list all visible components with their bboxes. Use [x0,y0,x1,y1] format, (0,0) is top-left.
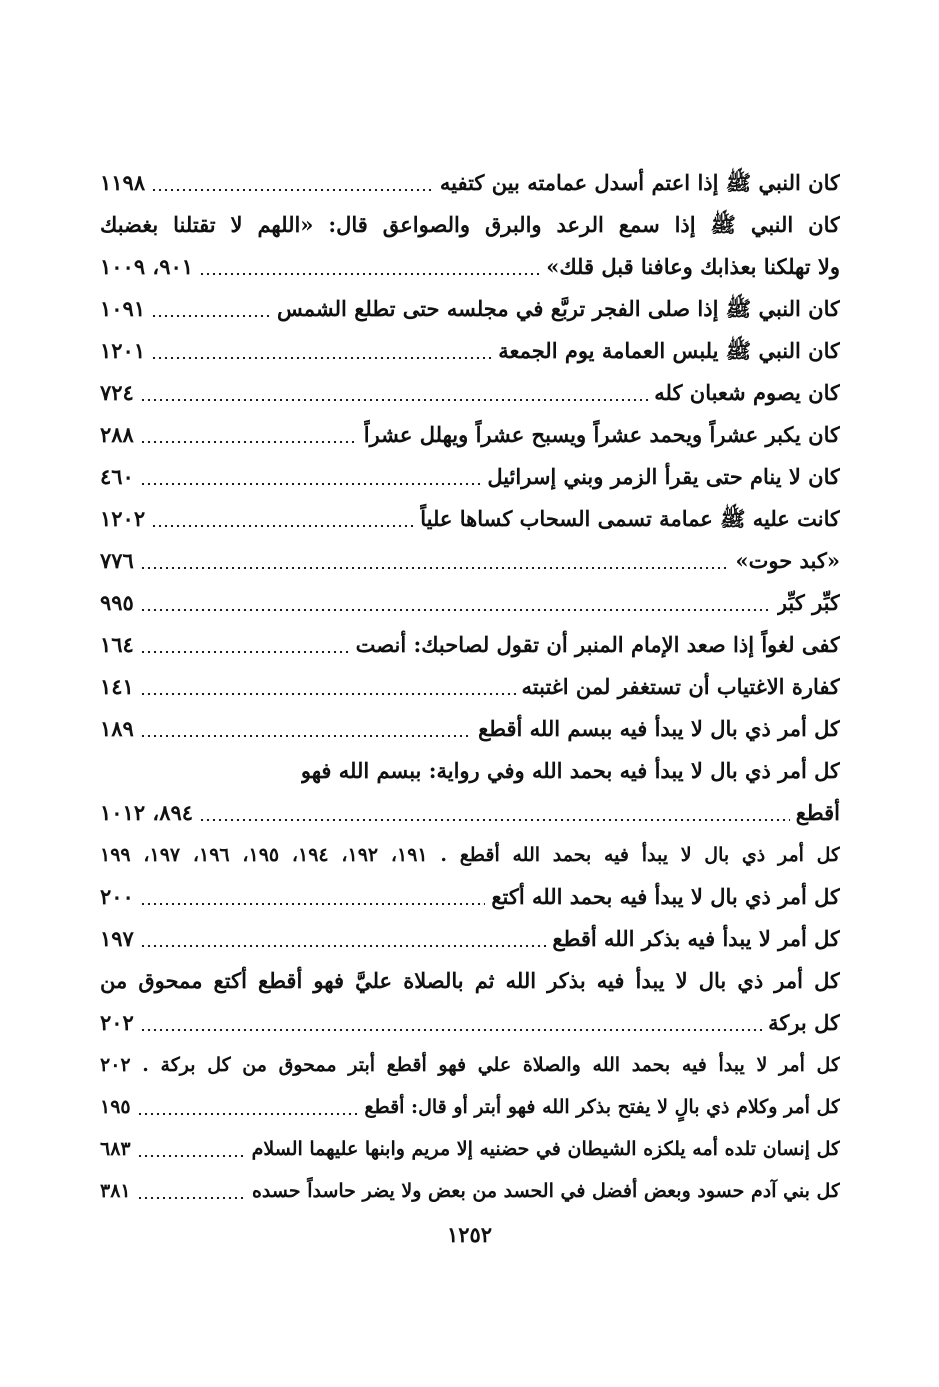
leader-dots [137,1155,246,1157]
index-entry [100,750,840,792]
index-entry [100,1086,840,1128]
index-entry [100,918,840,960]
entry-pages: ١٤١ [100,674,134,699]
entry-text: كان يكبر عشراً ويحمد عشراً ويسبح عشراً ويهلل عشراً [363,422,840,447]
page-number: ١٢٥٢ [446,1222,493,1247]
entry-pages: ١٨٩ [100,716,134,741]
entry-text: ولا تهلكنا بعذابك وعافنا قبل قلك» [546,254,840,279]
entry-pages: ١٠٩١ [100,296,146,321]
entry-text: كل أمر ذي بال لا يبدأ فيه بحمد الله أكتع [491,884,840,909]
entry-text: «كبد حوت» [735,548,840,573]
leader-dots [137,1197,246,1199]
entry-text: كان لا ينام حتى يقرأ الزمر وبني إسرائيل [487,464,840,489]
entry-pages: ٨٩٤، ١٠١٢ [100,800,194,825]
leader-dots [199,819,790,821]
entry-text: كان النبي ﷺ إذا سمع الرعد والبرق والصواعق قال: «اللهم لا تقتلنا بغضبك [100,212,840,237]
leader-dots [140,609,771,611]
index-entry [100,624,840,666]
leader-dots [151,525,414,527]
index-entry [100,330,840,372]
leader-dots [151,357,492,359]
entry-pages: ٦٨٣ [100,1138,131,1160]
entry-pages: ١٦٤ [100,632,134,657]
index-entry [100,708,840,750]
index-page [100,162,840,1212]
entry-pages: ٧٢٤ [100,380,134,405]
leader-dots [140,903,485,905]
entry-text: كل أمر ذي بال لا يبدأ فيه بحمد الله وفي رواية: ببسم الله فهو [300,758,840,783]
leader-dots [140,693,516,695]
index-entry [100,456,840,498]
leader-dots [151,315,271,317]
index-entry [100,582,840,624]
entry-text: كل أمر ذي بال لا يبدأ فيه بذكر الله ثم بالصلاة عليَّ فهو أقطع أكتع ممحوق من [100,968,840,993]
leader-dots [140,735,472,737]
entry-text: أقطع [795,800,840,825]
entry-text: كل أمر وكلام ذي بالٍ لا يفتح بذكر الله فهو أبتر أو قال: أقطع [364,1096,840,1118]
entry-pages: ٢٨٨ [100,422,134,447]
entry-pages: ٩٩٥ [100,590,134,615]
entry-text: كل إنسان تلده أمه يلكزه الشيطان في حضنيه إلا مريم وابنها عليهما السلام [251,1138,840,1160]
entry-text: كان يصوم شعبان كله [654,380,840,405]
entry-text: كل أمر لا يبدأ فيه بحمد الله والصلاة علي فهو أقطع أبتر ممحوق من كل بركة . ٢٠٢ [100,1054,840,1076]
entry-pages: ١١٩٨ [100,170,146,195]
leader-dots [199,273,540,275]
entry-text: كل بني آدم حسود وبعض أفضل في الحسد من بعض ولا يضر حاسداً حسده [251,1180,840,1202]
entry-pages: ٤٦٠ [100,464,134,489]
entry-text: كل أمر ذي بال لا يبدأ فيه ببسم الله أقطع [478,716,840,741]
leader-dots [140,945,547,947]
index-entry [100,498,840,540]
entry-pages: ١٩٥ [100,1096,131,1118]
entry-pages: ١٢٠٢ [100,506,146,531]
entry-text: كل أمر لا يبدأ فيه بذكر الله أقطع [552,926,840,951]
index-entry [100,876,840,918]
index-entry [100,1170,840,1212]
entry-pages: ٣٨١ [100,1180,131,1202]
index-entry [100,204,840,246]
entry-pages: ٧٧٦ [100,548,134,573]
leader-dots [140,567,730,569]
index-entry [100,834,840,876]
leader-dots [151,189,434,191]
leader-dots [140,651,350,653]
index-entry [100,372,840,414]
index-entry [100,288,840,330]
index-entry [100,666,840,708]
leader-dots [137,1113,359,1115]
entry-text: كان النبي ﷺ يلبس العمامة يوم الجمعة [498,338,840,363]
entry-pages: ٩٠١، ١٠٠٩ [100,254,194,279]
entry-text: كان النبي ﷺ إذا صلى الفجر تربَّع في مجلسه حتى تطلع الشمس [277,296,840,321]
index-entry [100,1044,840,1086]
leader-dots [140,1029,762,1031]
index-entry [100,414,840,456]
index-entry [100,540,840,582]
entry-text: كفى لغواً إذا صعد الإمام المنبر أن تقول لصاحبك: أنصت [355,632,840,657]
index-entry [100,792,840,834]
leader-dots [140,399,648,401]
index-entry [100,162,840,204]
entry-text: كل أمر ذي بال لا يبدأ فيه بحمد الله أقطع . ١٩١، ١٩٢، ١٩٤، ١٩٥، ١٩٦، ١٩٧، ١٩٩ [100,844,840,866]
leader-dots [140,441,358,443]
index-entry [100,1128,840,1170]
entry-text: كبِّر كبِّر [776,590,840,615]
entry-pages: ٢٠٠ [100,884,134,909]
entry-text: كل بركة [768,1010,840,1035]
entry-text: كان النبي ﷺ إذا اعتم أسدل عمامته بين كتفيه [439,170,840,195]
entry-text: كفارة الاغتياب أن تستغفر لمن اغتبته [521,674,840,699]
leader-dots [140,483,481,485]
index-entry [100,960,840,1002]
entry-text: كانت عليه ﷺ عمامة تسمى السحاب كساها علياً [420,506,840,531]
entry-pages: ١٢٠١ [100,338,146,363]
entry-pages: ١٩٧ [100,926,134,951]
index-entry [100,1002,840,1044]
index-entry [100,246,840,288]
entry-pages: ٢٠٢ [100,1010,134,1035]
